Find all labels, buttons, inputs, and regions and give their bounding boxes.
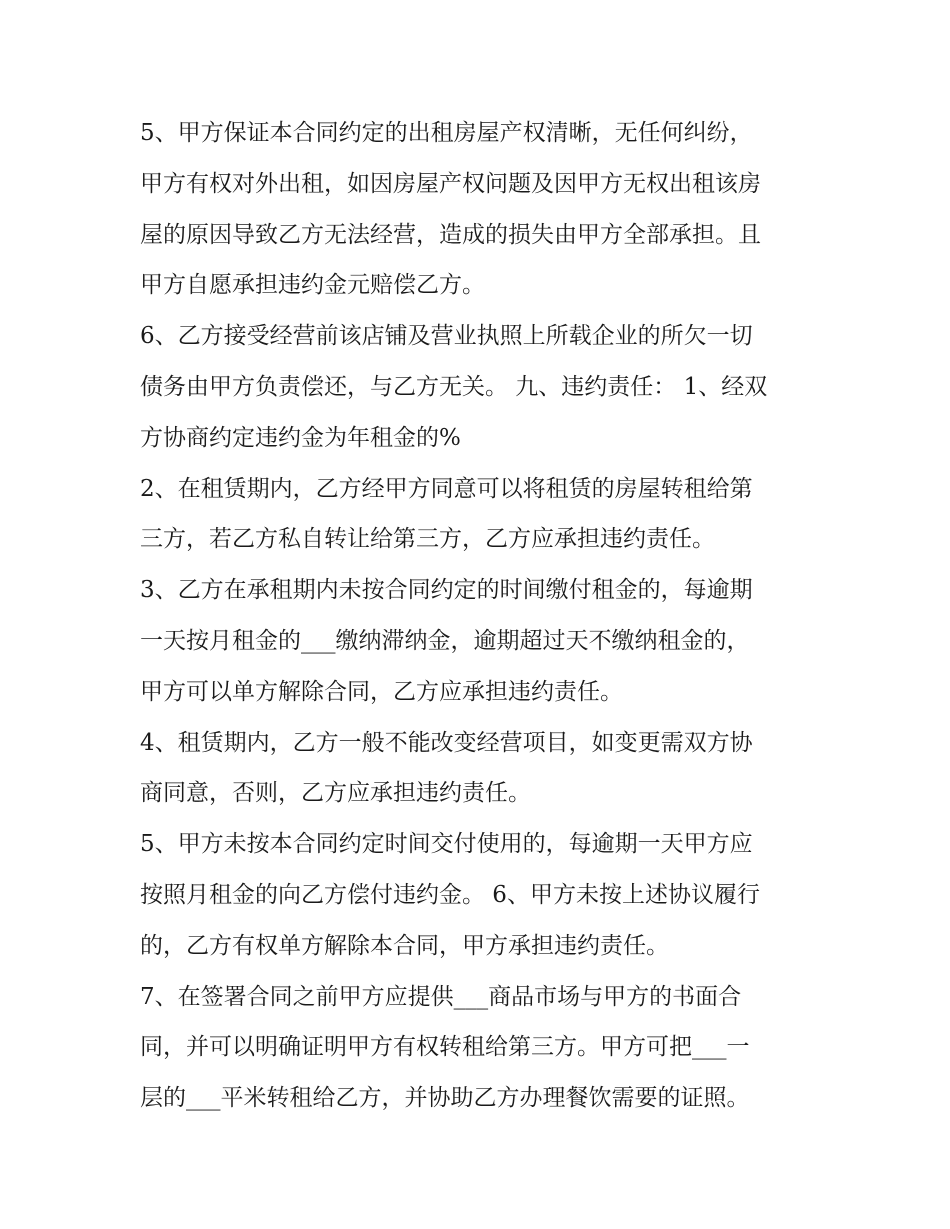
text-line: 4、租赁期内，乙方一般不能改变经营项目，如变更需双方协 bbox=[140, 729, 753, 756]
text-line: 三方，若乙方私自转让给第三方，乙方应承担违约责任。 bbox=[140, 526, 715, 553]
text-line: 商同意，否则，乙方应承担违约责任。 bbox=[140, 780, 531, 807]
text-line: 7、在签署合同之前甲方应提供___商品市场与甲方的书面合 bbox=[140, 983, 742, 1010]
text-line: 层的___平米转租给乙方，并协助乙方办理餐饮需要的证照。 bbox=[140, 1085, 750, 1112]
text-line: 2、在租赁期内，乙方经甲方同意可以将租赁的房屋转租给第 bbox=[140, 475, 753, 502]
text-line: 甲方可以单方解除合同，乙方应承担违约责任。 bbox=[140, 678, 623, 705]
text-line: 一天按月租金的___缴纳滞纳金，逾期超过天不缴纳租金的， bbox=[140, 627, 750, 654]
text-line: 6、乙方接受经营前该店铺及营业执照上所载企业的所欠一切 bbox=[140, 323, 753, 350]
text-line: 同，并可以明确证明甲方有权转租给第三方。甲方可把___一 bbox=[140, 1034, 750, 1061]
text-line: 按照月租金的向乙方偿付违约金。 6、甲方未按上述协议履行 bbox=[140, 881, 760, 908]
text-line: 的，乙方有权单方解除本合同，甲方承担违约责任。 bbox=[140, 932, 669, 959]
text-line: 3、乙方在承租期内未按合同约定的时间缴付租金的，每逾期 bbox=[140, 577, 753, 604]
text-line: 甲方自愿承担违约金元赔偿乙方。 bbox=[140, 272, 485, 299]
text-line: 甲方有权对外出租，如因房屋产权问题及因甲方无权出租该房 bbox=[140, 170, 761, 197]
text-line: 屋的原因导致乙方无法经营，造成的损失由甲方全部承担。且 bbox=[140, 221, 761, 248]
text-line: 5、甲方保证本合同约定的出租房屋产权清晰，无任何纠纷， bbox=[140, 120, 753, 146]
text-line: 债务由甲方负责偿还，与乙方无关。 九、违约责任： 1、经双 bbox=[140, 373, 768, 400]
contract-text-body bbox=[140, 108, 820, 1124]
text-line: 5、甲方未按本合同约定时间交付使用的，每逾期一天甲方应 bbox=[140, 831, 753, 858]
text-line: 方协商约定违约金为年租金的% bbox=[140, 424, 461, 451]
